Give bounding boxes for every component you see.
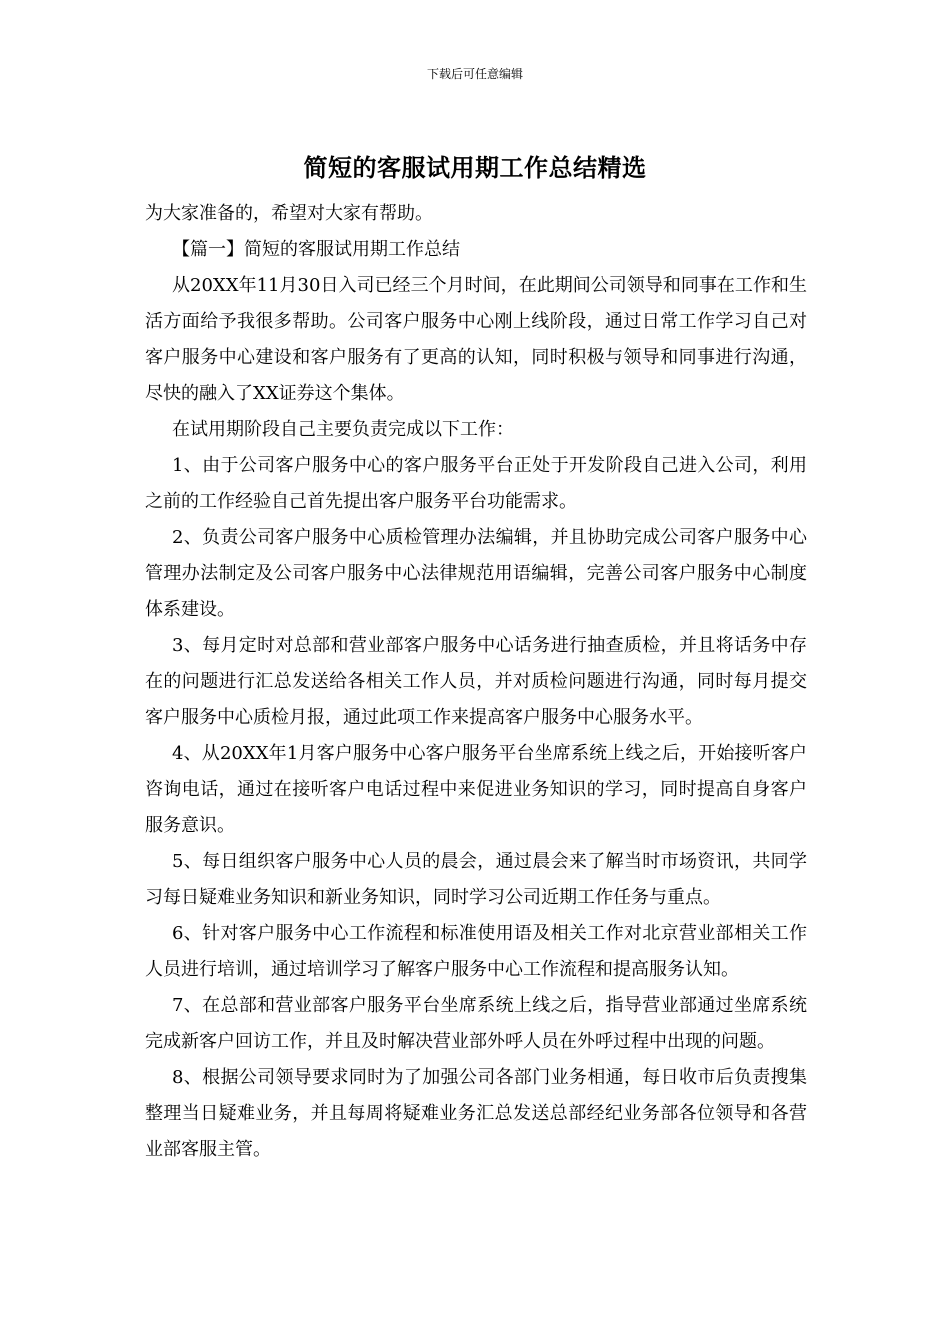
list-item-8: 8、根据公司领导要求同时为了加强公司各部门业务相通，每日收市后负责搜集整理当日疑难业务，并且每周将疑难业务汇总发送总部经纪业务部各位领导和各营业部客服主管。 [145, 1067, 807, 1160]
paragraph-2: 在试用期阶段自己主要负责完成以下工作： [172, 419, 514, 440]
list-item-7: 7、在总部和营业部客户服务平台坐席系统上线之后，指导营业部通过坐席系统完成新客户回访工作，并且及时解决营业部外呼人员在外呼过程中出现的问题。 [145, 995, 807, 1052]
list-item-6: 6、针对客户服务中心工作流程和标准使用语及相关工作对北京营业部相关工作人员进行培训，通过培训学习了解客户服务中心工作流程和提高服务认知。 [145, 923, 807, 980]
paragraph-1: 从20XX年11月30日入司已经三个月时间，在此期间公司领导和同事在工作和生活方面给予我很多帮助。公司客户服务中心刚上线阶段，通过日常工作学习自己对客户服务中心建设和客户服务有了更高的认知，同时积极与领导和同事进行沟通，尽快的融入了XX证券这个集体。 [145, 275, 807, 404]
list-item-2: 2、负责公司客户服务中心质检管理办法编辑，并且协助完成公司客户服务中心管理办法制定及公司客户服务中心法律规范用语编辑，完善公司客户服务中心制度体系建设。 [145, 527, 807, 620]
document-body [145, 196, 807, 1168]
list-item-1: 1、由于公司客户服务中心的客户服务平台正处于开发阶段自己进入公司，利用之前的工作经验自己首先提出客户服务平台功能需求。 [145, 455, 807, 512]
section-heading: 【篇一】简短的客服试用期工作总结 [172, 239, 460, 260]
intro-paragraph: 为大家准备的，希望对大家有帮助。 [145, 203, 433, 224]
list-item-4: 4、从20XX年1月客户服务中心客户服务平台坐席系统上线之后，开始接听客户咨询电话，通过在接听客户电话过程中来促进业务知识的学习，同时提高自身客户服务意识。 [145, 743, 807, 836]
list-item-5: 5、每日组织客户服务中心人员的晨会，通过晨会来了解当时市场资讯，共同学习每日疑难业务知识和新业务知识，同时学习公司近期工作任务与重点。 [145, 851, 807, 908]
page-header-note: 下载后可任意编辑 [426, 67, 523, 81]
list-item-3: 3、每月定时对总部和营业部客户服务中心话务进行抽查质检，并且将话务中存在的问题进行汇总发送给各相关工作人员，并对质检问题进行沟通，同时每月提交客户服务中心质检月报，通过此项工作来提高客户服务中心服务水平。 [145, 635, 807, 728]
document-title: 简短的客服试用期工作总结精选 [303, 153, 647, 182]
